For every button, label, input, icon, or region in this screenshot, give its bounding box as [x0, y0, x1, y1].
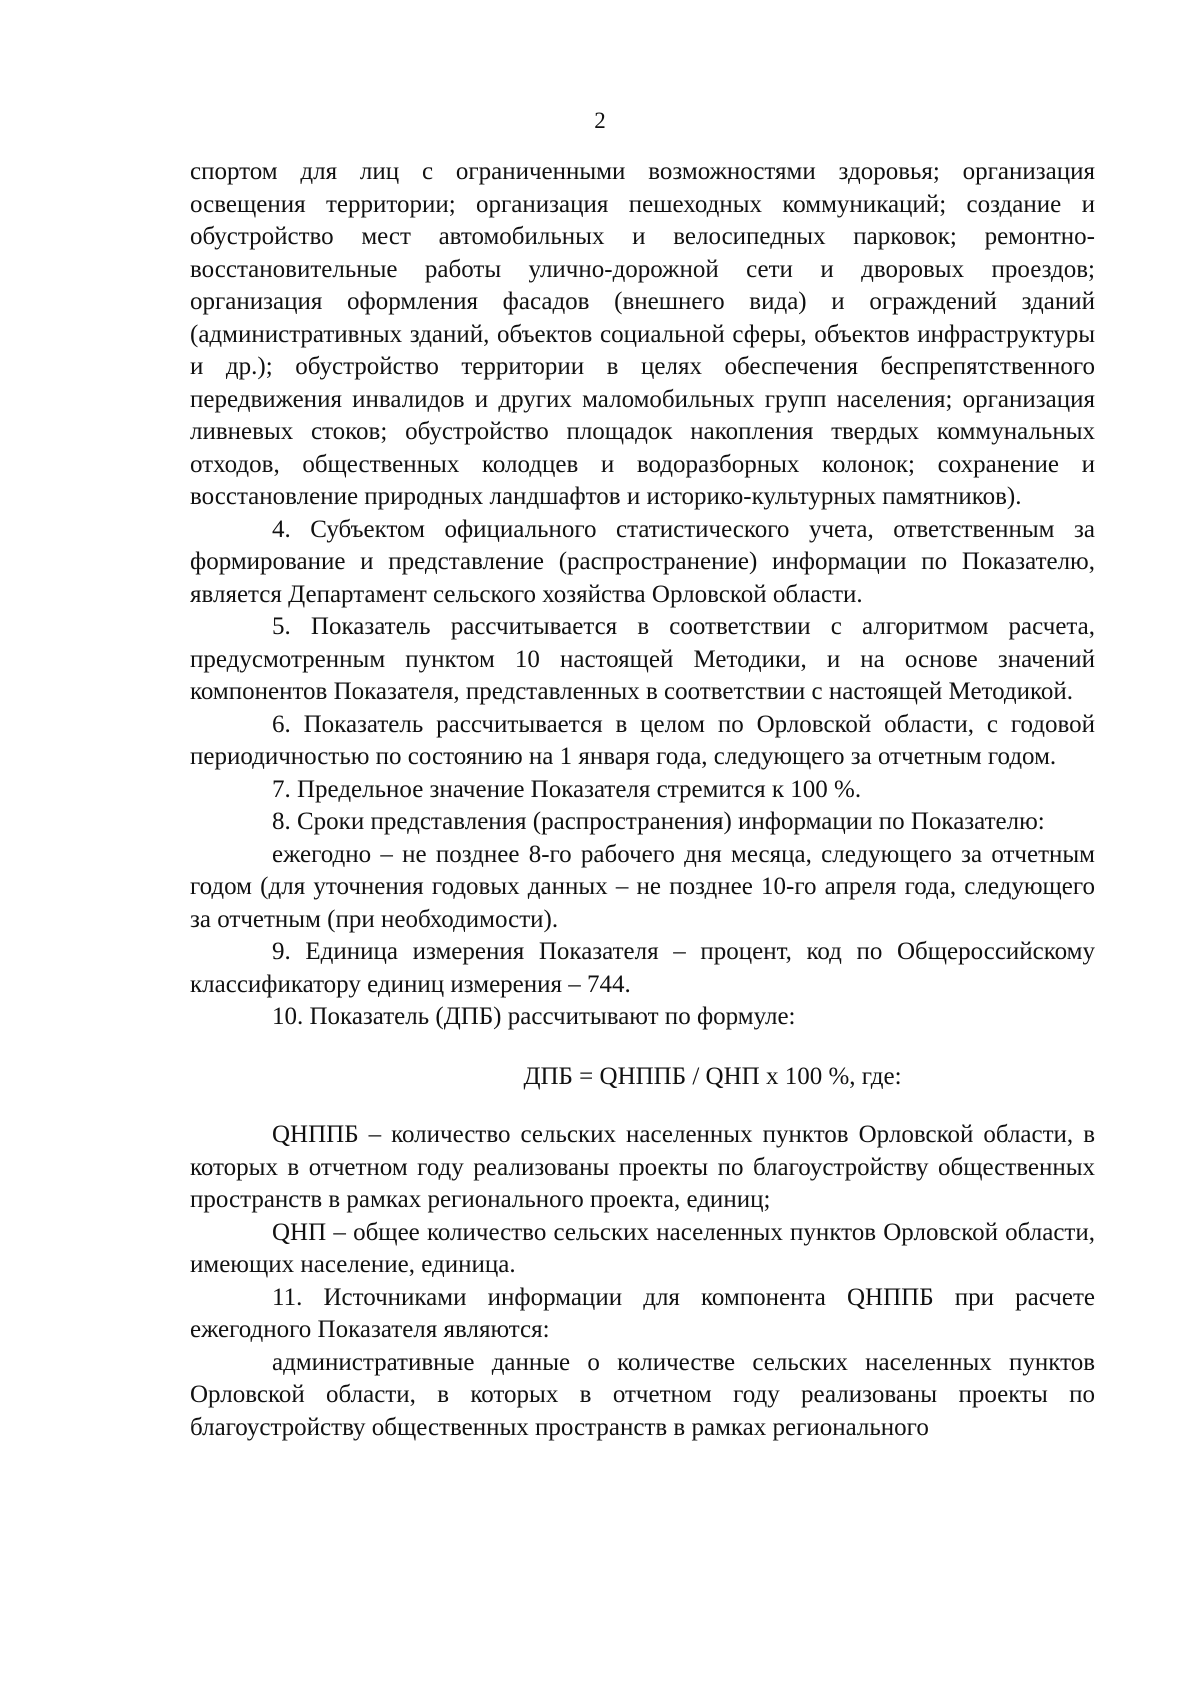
paragraph-item-8-detail: ежегодно – не позднее 8-го рабочего дня месяца, следующего за отчетным годом (для уточнения годовых данных – не позднее 10-го апреля года, следующего за отчетным (при необходимости).	[190, 840, 1095, 933]
paragraph-item-8: 8. Сроки представления (распространения) информации по Показателю:	[272, 808, 1045, 835]
paragraph-continuation: спортом для лиц с ограниченными возможностями здоровья; организация освещения территории; организация пешеходных коммуникаций; создание и обустройство мест автомобильных и велосипедных парковок; ремонтно-восстановительные работы улично-дорожной сети и дворовых проездов; организация оформления фасадов (внешнего вида) и ограждений зданий (административных зданий, объектов социальной сферы, объектов инфраструктуры и др.); обустройство территории в целях обеспечения беспрепятственного передвижения инвалидов и других маломобильных групп населения; организация ливневых стоков; обустройство площадок накопления твердых коммунальных отходов, общественных колодцев и водоразборных колонок; сохранение и восстановление природных ландшафтов и историко-культурных памятников).	[190, 158, 1095, 510]
definition-qnp: QНП – общее количество сельских населенных пунктов Орловской области, имеющих население, единица.	[190, 1218, 1095, 1278]
paragraph-item-5: 5. Показатель рассчитывается в соответствии с алгоритмом расчета, предусмотренным пунктом 10 настоящей Методики, и на основе значений компонентов Показателя, представленных в соответствии с настоящей Методикой.	[190, 613, 1095, 705]
paragraph-item-7: 7. Предельное значение Показателя стремится к 100 %.	[272, 775, 862, 803]
paragraph-item-4: 4. Субъектом официального статистического учета, ответственным за формирование и представление (распространение) информации по Показателю, является Департамент сельского хозяйства Орловской области.	[190, 515, 1095, 608]
paragraph-item-10: 10. Показатель (ДПБ) рассчитывают по формуле:	[272, 1003, 796, 1030]
page-number: 2	[594, 108, 606, 133]
definition-qnppb: QНППБ – количество сельских населенных пунктов Орловской области, в которых в отчетном году реализованы проекты по благоустройству общественных пространств в рамках регионального проекта, единиц;	[190, 1121, 1095, 1213]
paragraph-item-11: 11. Источниками информации для компонента QНППБ при расчете ежегодного Показателя являются:	[190, 1283, 1095, 1343]
paragraph-item-9: 9. Единица измерения Показателя – процент, код по Общероссийскому классификатору единиц измерения – 744.	[190, 938, 1095, 998]
document-body	[190, 156, 1095, 1444]
paragraph-item-11-detail: административные данные о количестве сельских населенных пунктов Орловской области, в которых в отчетном году реализованы проекты по благоустройству общественных пространств в рамках регионального	[190, 1348, 1095, 1441]
paragraph-item-6: 6. Показатель рассчитывается в целом по Орловской области, с годовой периодичностью по состоянию на 1 января года, следующего за отчетным годом.	[190, 710, 1095, 770]
formula: ДПБ = QНППБ / QНП x 100 %, где:	[523, 1062, 902, 1090]
